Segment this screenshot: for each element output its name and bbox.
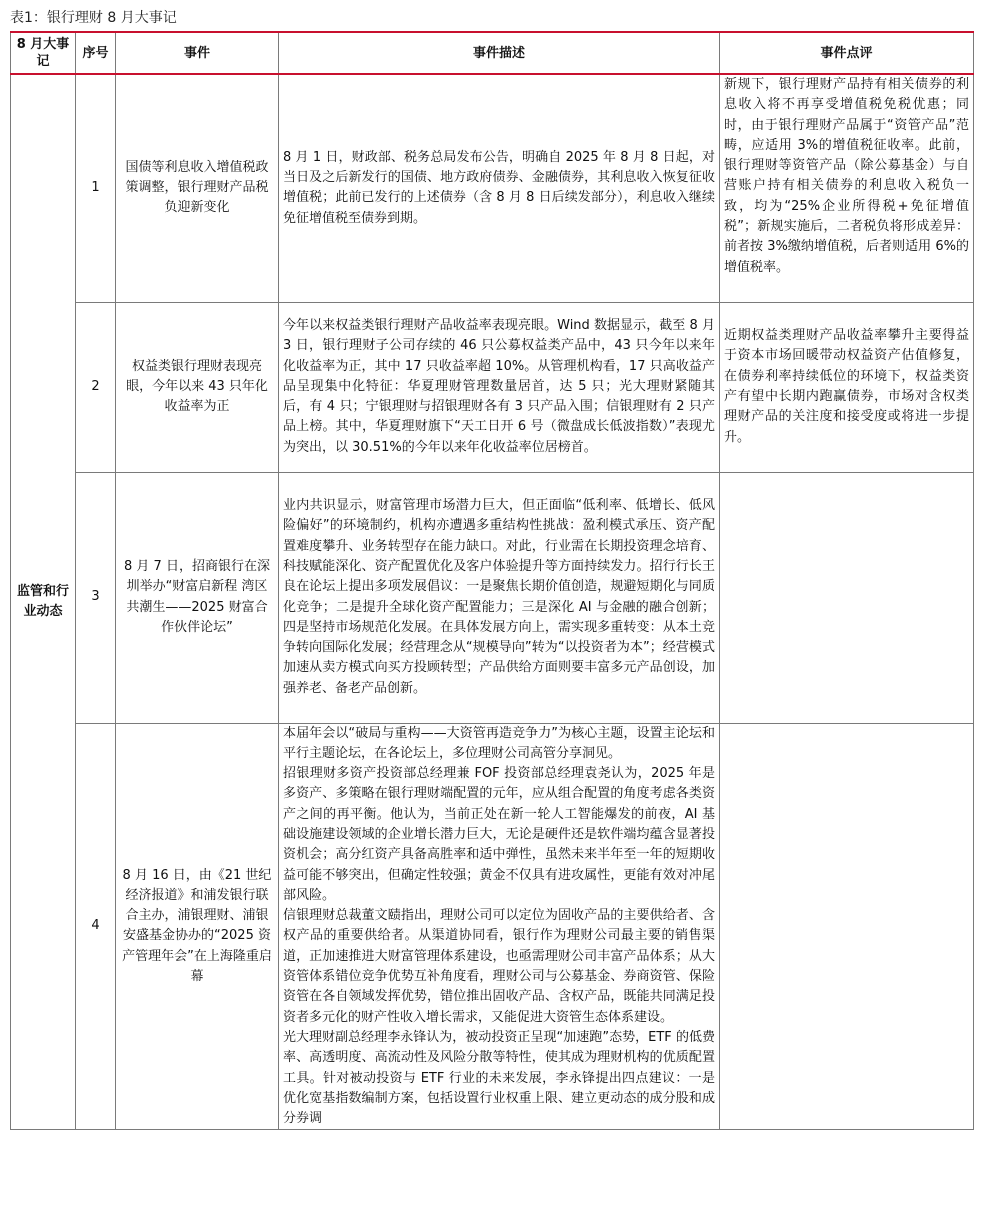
event-description (279, 472, 720, 723)
description-paragraph: 业内共识显示，财富管理市场潜力巨大，但正面临“低利率、低增长、低风险偏好”的环境制约，机构亦遭遇多重结构性挑战：盈利模式承压、资产配置难度攀升、业务转型存在能力缺口。对此，行业需在长期投资理念培育、科技赋能深化、资产配置优化及客户体验提升等方面持续发力。招行行长王良在论坛上提出多项发展倡议：一是聚焦长期价值创造，规避短期化与同质化竞争；二是提升全球化资产配置能力；三是深化 AI 与金融的融合创新；四是坚持市场规范化发展。在具体发展方向上，需实现多重转变：从本土竞争转向国际化发展；经营理念从“规模导向”转为“以投资者为本”；经营模式加速从卖方模式向买方投顾转型；产品供给方面则要丰富多元产品创设，加强养老、备老产品创新。 (283, 498, 715, 696)
description-paragraph: 光大理财副总经理李永锋认为，被动投资正呈现“加速跑”态势，ETF 的低费率、高透明度、高流动性及风险分散等特性，使其成为理财机构的优质配置工具。针对被动投资与 ETF 行业的未来发展，李永锋提出四点建议：一是优化宽基指数编制方案，包括设置行业权重上限、建立更动态的成分股和成分券调 (283, 1029, 715, 1127)
event-title: 8 月 16 日，由《21 世纪经济报道》和浦发银行联合主办，浦银理财、浦银安盛基金协办的“2025 资产管理年会”在上海隆重启幕 (116, 723, 279, 1130)
event-description (279, 723, 720, 1130)
description-paragraph: 今年以来权益类银行理财产品收益率表现亮眼。Wind 数据显示，截至 8 月 3 日，银行理财子公司存续的 46 只公募权益类产品中，43 只今年以来年化收益率为正，其中 17 只收益率超 10%。从管理机构看，17 只高收益产品呈现集中化特征：华夏理财管理数量居首，达 5 只；光大理财紧随其后，有 4 只；宁银理财与招银理财各有 3 只产品入围；信银理财有 2 只产品上榜。其中，华夏理财旗下“天工日开 6 号（微盘成长低波指数）”表现尤为突出，以 30.51%的今年以来年化收益率位居榜首。 (283, 317, 715, 455)
row-number: 2 (76, 302, 116, 472)
event-comment: 近期权益类理财产品收益率攀升主要得益于资本市场回暖带动权益资产估值修复，在债券利率持续低位的环境下，权益类资产有望中长期内跑赢债券，市场对含权类理财产品的关注度和接受度或将进一步提升。 (720, 302, 974, 472)
header-seq-label: 序号 (82, 45, 109, 61)
header-seq (76, 32, 116, 74)
category-label: 监管和行业动态 (16, 584, 69, 620)
table-row (11, 74, 974, 302)
event-description (279, 74, 720, 302)
description-paragraph: 招银理财多资产投资部总经理兼 FOF 投资部总经理袁尧认为，2025 年是多资产、多策略在银行理财端配置的元年，应从组合配置的角度考虑各类资产之间的再平衡。他认为，当前正处在新一轮人工智能爆发的前夜，AI 基础设施建设领域的企业增长潜力巨大，无论是硬件还是软件端均蕴含显著投资机会；高分红资产具备高胜率和适中弹性，虽然未来半年至一年的短期收益可能不够突出，但确定性较强；黄金不仅具有进攻属性，更能有效对冲尾部风险。 (283, 766, 715, 903)
events-table (10, 31, 974, 1130)
row-number: 1 (76, 74, 116, 302)
category-cell (11, 74, 76, 1130)
table-header-row (11, 32, 974, 74)
description-paragraph: 本届年会以“破局与重构——大资管再造竞争力”为核心主题，设置主论坛和平行主题论坛，在各论坛上，多位理财公司高管分享洞见。 (283, 725, 715, 761)
header-description: 事件描述 (279, 32, 720, 74)
table-row (11, 302, 974, 472)
table-row (11, 472, 974, 723)
header-comment: 事件点评 (720, 32, 974, 74)
header-month-events (11, 32, 76, 74)
event-title: 权益类银行理财表现亮眼，今年以来 43 只年化收益率为正 (116, 302, 279, 472)
event-comment: 新规下，银行理财产品持有相关债券的利息收入将不再享受增值税免税优惠；同时，由于银行理财产品属于“资管产品”范畴，应适用 3%的增值税征收率。此前，银行理财等资管产品（除公募基金）与自营账户持有相关债券的利息收入税负一致，均为“25%企业所得税+免征增值税”；新规实施后，二者税负将形成差异：前者按 3%缴纳增值税，后者则适用 6%的增值税率。 (720, 74, 974, 302)
event-title: 国债等利息收入增值税政策调整，银行理财产品税负迎新变化 (116, 74, 279, 302)
table-caption: 表1：银行理财 8 月大事记 (10, 10, 177, 26)
description-paragraph: 8 月 1 日，财政部、税务总局发布公告，明确自 2025 年 8 月 8 日起，对当日及之后新发行的国债、地方政府债券、金融债券，其利息收入恢复征收增值税；此前已发行的上述债券（含 8 月 8 日后续发部分），利息收入继续免征增值税至债券到期。 (283, 149, 715, 226)
table-row (11, 723, 974, 1130)
event-title: 8 月 7 日，招商银行在深圳举办“财富启新程 湾区共潮生——2025 财富合作伙伴论坛” (116, 472, 279, 723)
header-month-events-label: 8 月大事记 (16, 37, 70, 69)
event-comment (720, 723, 974, 1130)
header-event: 事件 (116, 32, 279, 74)
event-description (279, 302, 720, 472)
event-comment (720, 472, 974, 723)
description-paragraph: 信银理财总裁董文赜指出，理财公司可以定位为固收产品的主要供给者、含权产品的重要供给者。从渠道协同看，银行作为理财公司最主要的销售渠道，正加速推进大财富管理体系建设，也亟需理财公司丰富产品体系；从大资管体系错位竞争优势互补角度看，理财公司与公募基金、券商资管、保险资管在各自领域发挥优势，错位推出固收产品、含权产品，既能共同满足投资者多元化的财产性收入增长需求，又能促进大资管生态体系建设。 (283, 908, 715, 1025)
row-number: 4 (76, 723, 116, 1130)
row-number: 3 (76, 472, 116, 723)
